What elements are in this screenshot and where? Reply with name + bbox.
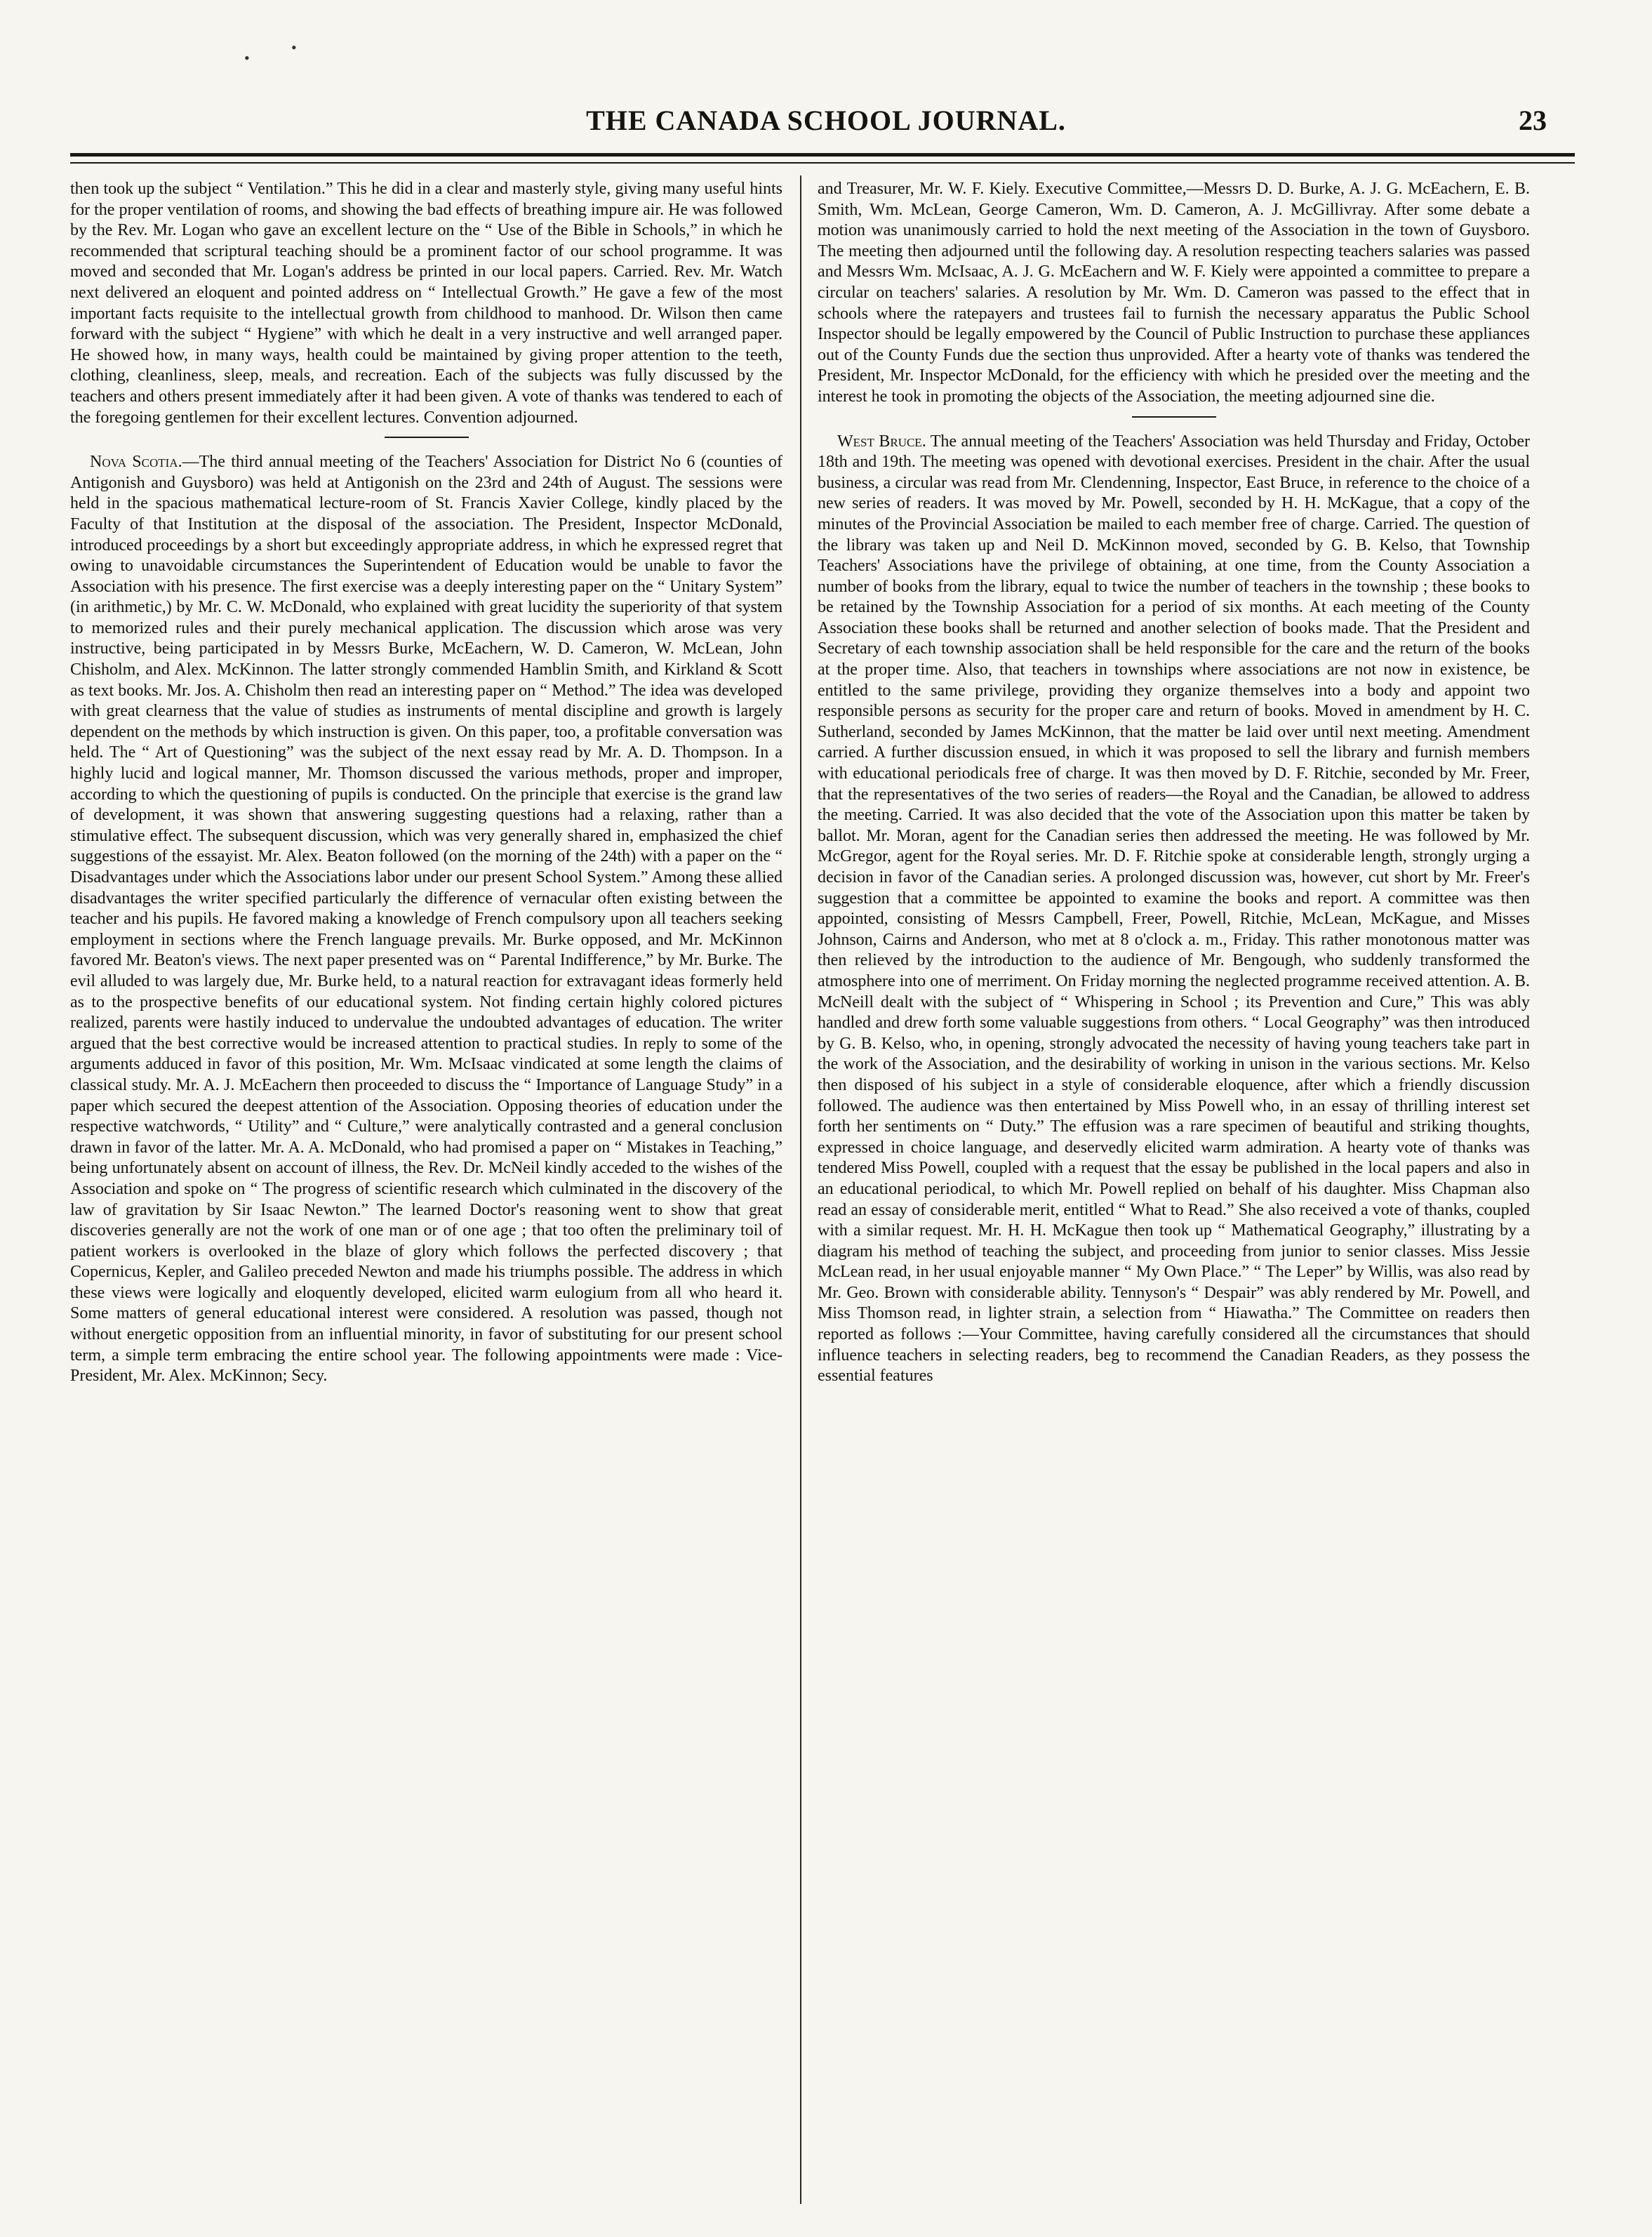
nova-scotia-continuation: and Treasurer, Mr. W. F. Kiely. Executive Committee,—Messrs D. D. Burke, A. J. G. McEachern, E. B. Smith, Wm. McLean, George Cameron, Wm. D. Cameron, A. J. McGillivray. After some debate a motion was unanimously carried to hold the next meeting of the Association in the town of Guysboro. The meeting then adjourned until the following day. A resolution respecting teachers salaries was passed and Messrs Wm. McIsaac, A. J. G. McEachern and W. F. Kiely were appointed a committee to prepare a circular on teachers' salaries. A resolution by Mr. Wm. D. Cameron was passed to the effect that in schools where the ratepayers and trustees fail to furnish the necessary apparatus the Public School Inspector should be legally empowered by the Council of Public Instruction to purchase these appliances out of the County Funds due the section thus unprovided. After a hearty vote of thanks was tendered the President, Mr. Inspector McDonald, for the efficiency with which he presided over the meeting and the interest he took in promoting the objects of the Association, the meeting adjourned sine die. — [818, 180, 1530, 406]
left-column — [70, 179, 782, 2201]
hygiene-convention-paragraph: then took up the subject “ Ventilation.” This he did in a clear and masterly style, giving many useful hints for the proper ventilation of rooms, and showing the bad effects of breathing impure air. He was followed by the Rev. Mr. Logan who gave an excellent lecture on the “ Use of the Bible in Schools,” in which he recommended that scriptural teaching should be a prominent factor of our school programme. It was moved and seconded that Mr. Logan's address be printed in our local papers. Carried. Rev. Mr. Watch next delivered an eloquent and pointed address on “ Intellectual Growth.” He gave a few of the most important facts requisite to the intellectual growth from childhood to manhood. Dr. Wilson then came forward with the subject “ Hygiene” with which he dealt in a very instructive and well arranged paper. He showed how, in many ways, health could be maintained by giving proper attention to the teeth, clothing, cleanliness, sleep, meals, and recreation. Each of the subjects was fully discussed by the teachers and others present immediately after it had been given. A vote of thanks was tendered to each of the foregoing gentlemen for their excellent lectures. Convention adjourned. — [70, 180, 782, 427]
page-number: 23 — [1519, 105, 1547, 136]
column-divider — [800, 175, 801, 2204]
west-bruce-report — [818, 432, 1530, 1387]
right-column — [818, 179, 1530, 2201]
section-divider — [385, 437, 469, 438]
journal-title: THE CANADA SCHOOL JOURNAL. — [586, 105, 1066, 136]
nova-scotia-body: —The third annual meeting of the Teachers' Association for District No 6 (counties of Antigonish and Guysboro) was held at Antigonish on the 23rd and 24th of August. The sessions were held in the spacious mathematical lecture-room of St. Francis Xavier College, kindly placed by the Faculty of that Institution at the disposal of the association. The President, Inspector McDonald, introduced proceedings by a short but exceedingly appropriate address, in which he expressed regret that owing to unavoidable circumstances the Superintendent of Education would be unable to favor the Association with his presence. The first exercise was a deeply interesting paper on the “ Unitary System” (in arithmetic,) by Mr. C. W. McDonald, who explained with great lucidity the superiority of that system to memorized rules and their purely mechanical application. The discussion which arose was very instructive, being participated in by Messrs Burke, McEachern, W. D. Cameron, W. McLean, John Chisholm, and Alex. McKinnon. The latter strongly commended Hamblin Smith, and Kirkland & Scott as text books. Mr. Jos. A. Chisholm then read an interesting paper on “ Method.” The idea was developed with great clearness that the value of studies as instruments of mental discipline and growth is largely dependent on the methods by which instruction is given. On this paper, too, a profitable conversation was held. The “ Art of Questioning” was the subject of the next essay read by Mr. A. D. Thompson. In a highly lucid and logical manner, Mr. Thomson discussed the various methods, proper and improper, according to which the questioning of pupils is conducted. On the principle that exercise is the grand law of development, it was shown that answering suggesting questions had a relaxing, rather than a stimulative effect. The subsequent discussion, which was very generally shared in, emphasized the chief suggestions of the essayist. Mr. Alex. Beaton followed (on the morning of the 24th) with a paper on the “ Disadvantages under which the Associations labor under our present School System.” Among these allied disadvantages the writer specified particularly the difference of vernacular often existing between the teacher and his pupils. He favored making a knowledge of French compulsory upon all teachers seeking employment in sections where the French language prevails. Mr. Burke opposed, and Mr. McKinnon favored Mr. Beaton's views. The next paper presented was on “ Parental Indifference,” by Mr. Burke. The evil alluded to was largely due, Mr. Burke held, to a natural reaction for extravagant ideas formerly held as to the prospective benefits of our educational system. Not finding certain highly colored pictures realized, parents were hastily induced to undervalue the undoubted advantages of education. The writer argued that the best corrective would be increased attention to practical studies. In reply to some of the arguments adduced in favor of this position, Mr. Wm. McIsaac vindicated at some length the claims of classical study. Mr. A. J. McEachern then proceeded to discuss the “ Importance of Language Study” in a paper which secured the deepest attention of the Association. Opposing theories of education under the respective watchwords, “ Utility” and “ Culture,” were analytically contrasted and a general conclusion drawn in favor of the latter. Mr. A. A. McDonald, who had promised a paper on “ Mistakes in Teaching,” being unfortunately absent on account of illness, the Rev. Dr. McNeil kindly acceded to the wishes of the Association and spoke on “ The progress of scientific research which culminated in the discovery of the law of gravitation by Sir Isaac Newton.” The learned Doctor's reasoning went to show that great discoveries generally are not the work of one man or of one age ; that too often the preliminary toil of patient workers is overlooked in the blaze of glory which follows the perfected discovery ; that Copernicus, Kepler, and Galileo preceded Newton and made his triumphs possible. The address in which these views were logically and eloquently developed, elicited warm eulogium from all who heard it. Some matters of general educational interest were considered. A resolution was passed, though not without energetic opposition from an influential minority, in favor of substituting for our present school term, a simple term embracing the entire school year. The following appointments were made : Vice-President, Mr. Alex. McKinnon; Secy. — [70, 453, 782, 1386]
nova-scotia-heading: Nova Scotia. — [90, 453, 182, 472]
nova-scotia-report — [70, 452, 782, 1387]
west-bruce-heading: West Bruce. — [837, 432, 926, 451]
header-rule — [70, 153, 1575, 157]
running-head — [105, 104, 1547, 146]
print-speck: • — [291, 39, 297, 56]
west-bruce-body: The annual meeting of the Teachers' Association was held Thursday and Friday, October 18th and 19th. The meeting was opened with devotional exercises. President in the chair. After the usual business, a circular was read from Mr. Clendenning, Inspector, East Bruce, in reference to the choice of a new series of readers. It was moved by Mr. Powell, seconded by H. H. McKague, that a copy of the minutes of the Provincial Association be mailed to each member free of charge. Carried. The question of the library was taken up and Neil D. McKinnon moved, seconded by G. B. Kelso, that Township Teachers' Associations have the privilege of obtaining, at one time, from the County Association a number of books from the library, equal to twice the number of teachers in the township ; these books to be retained by the Township Association for a period of six months. At each meeting of the County Association these books shall be returned and another selection of books made. That the President and Secretary of each township association shall be held responsible for the care and the return of the books at the proper time. Also, that teachers in townships where associations are not now in existence, be entitled to the same privilege, providing they organize themselves into a body and appoint two responsible persons as security for the proper care and return of books. Moved in amendment by H. C. Sutherland, seconded by James McKinnon, that the matter be laid over until next meeting. Amendment carried. A further discussion ensued, in which it was proposed to sell the library and furnish members with educational periodicals free of charge. It was then moved by D. F. Ritchie, seconded by Mr. Freer, that the representatives of the two series of readers—the Royal and the Canadian, be allowed to address the meeting. Carried. It was also decided that the vote of the Association upon this matter be taken by ballot. Mr. Moran, agent for the Canadian series then addressed the meeting. He was followed by Mr. McGregor, agent for the Royal series. Mr. D. F. Ritchie spoke at considerable length, strongly urging a decision in favor of the Canadian series. A prolonged discussion was, however, cut short by Mr. Freer's suggestion that a committee be appointed to examine the books and report. A committee was then appointed, consisting of Messrs Campbell, Freer, Powell, Ritchie, McLean, McKague, and Misses Johnson, Cairns and Anderson, who met at 8 o'clock a. m., Friday. This rather monotonous matter was then relieved by the introduction to the audience of Mr. Bengough, who suddenly transformed the atmosphere into one of merriment. On Friday morning the neglected programme received attention. A. B. McNeill dealt with the subject of “ Whispering in School ; its Prevention and Cure,” This was ably handled and drew forth some valuable suggestions from others. “ Local Geography” was then introduced by G. B. Kelso, who, in opening, strongly advocated the necessity of having young teachers take part in the work of the Association, and the desirability of working in unison in the various sections. Mr. Kelso then disposed of his subject in a style of considerable eloquence, after which a friendly discussion followed. The audience was then entertained by Miss Powell who, in an essay of thrilling interest set forth her sentiments on “ Duty.” The effusion was a rare specimen of beautiful and striking thoughts, expressed in choice language, and deservedly elicited warm admiration. A hearty vote of thanks was tendered Miss Powell, coupled with a request that the essay be published in the local papers and also in an educational periodical, to which Mr. Powell replied on behalf of his daughter. Miss Chapman also read an essay of considerable merit, entitled “ What to Read.” She also received a vote of thanks, coupled with a similar request. Mr. H. H. McKague then took up “ Mathematical Geography,” illustrating by a diagram his method of teaching the subject, and proceeding from junior to senior classes. Miss Jessie McLean read, in her usual enjoyable manner “ My Own Place.” “ The Leper” by Willis, was also read by Mr. Geo. Brown with considerable ability. Tennyson's “ Despair” was ably rendered by Mr. Powell, and Miss Thomson read, in lighter strain, a selection from “ Hiawatha.” The Committee on readers then reported as follows :—Your Committee, having carefully considered all the circumstances that should influence teachers in selecting readers, beg to recommend the Canadian Readers, as they possess the essential features — [818, 432, 1530, 1386]
section-divider — [1132, 416, 1216, 418]
print-speck: • — [244, 49, 250, 67]
header-rule-thin — [70, 162, 1575, 164]
